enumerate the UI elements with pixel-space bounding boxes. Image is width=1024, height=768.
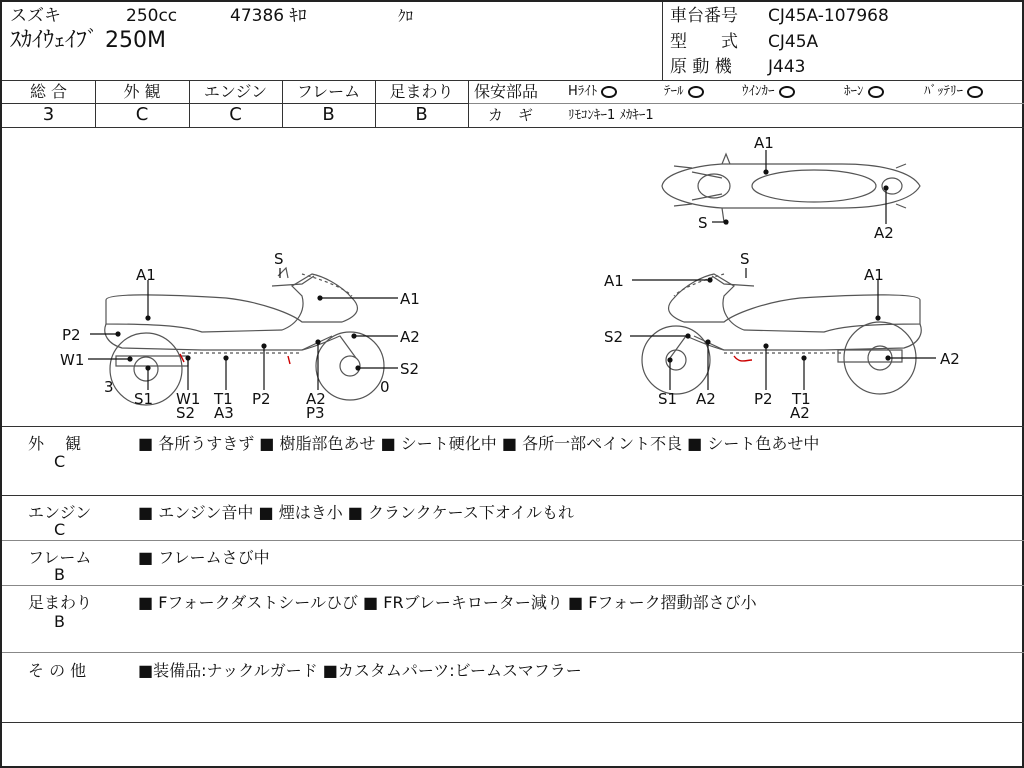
scooter-diagram-svg: [2, 128, 1024, 426]
label-p3: P3: [306, 404, 325, 422]
section-grade: C: [54, 520, 66, 539]
section-text: ■ エンジン音中 ■ 煙はき小 ■ クランクケース下オイルもれ: [138, 503, 575, 522]
scooter-left-view: [105, 268, 384, 405]
label-s2: S2: [400, 360, 420, 378]
divider: [468, 80, 469, 127]
grade-exterior: C: [135, 104, 149, 125]
engine-model-label: 原 動 機: [670, 57, 732, 77]
label-a1: A1: [400, 290, 420, 308]
divider: [2, 540, 1024, 541]
label-p2: P2: [252, 390, 271, 408]
safety-parts-label: 保安部品: [474, 82, 539, 101]
section-text: ■ 各所うすきず ■ 樹脂部色あせ ■ シート硬化中 ■ 各所一部ペイント不良 ■ シート色あせ中: [138, 434, 820, 453]
color: ｸﾛ: [398, 7, 414, 25]
label-w1: W1: [60, 351, 85, 369]
ok-mark-icon: [779, 86, 795, 98]
type-value: CJ45A: [768, 32, 819, 52]
divider: [2, 426, 1024, 427]
safety-item-headlight: Hﾗｲﾄ: [568, 85, 617, 98]
section-label: そ の 他: [28, 661, 87, 680]
grade-header-exterior: 外 観: [123, 82, 161, 101]
label-a2: A2: [306, 390, 326, 408]
engine-model-value: J443: [768, 57, 806, 77]
label-a1: A1: [136, 266, 156, 284]
label-a2: A2: [696, 390, 716, 408]
maker: スズキ: [10, 6, 61, 26]
safety-item-horn: ﾎｰﾝ: [844, 85, 884, 98]
label-s1: S1: [658, 390, 678, 408]
label-a1: A1: [864, 266, 884, 284]
label-p2: P2: [62, 326, 81, 344]
grade-suspension: B: [415, 104, 428, 125]
divider: [2, 722, 1024, 723]
key-value: ﾘﾓｺﾝｷｰ1 ﾒｶｷｰ1: [568, 108, 654, 123]
ok-mark-icon: [967, 86, 983, 98]
section-grade: B: [54, 612, 65, 631]
ok-mark-icon: [601, 86, 617, 98]
label-0: 0: [380, 378, 390, 396]
model-name: ｽｶｲｳｪｲﾌﾞ 250M: [10, 28, 166, 53]
displacement: 250cc: [126, 6, 178, 26]
section-label: エンジン: [28, 503, 92, 522]
label-t1: T1: [792, 390, 811, 408]
label-a1: A1: [754, 134, 774, 152]
divider: [2, 652, 1024, 653]
frame-number-label: 車台番号: [670, 6, 738, 26]
label-a2: A2: [940, 350, 960, 368]
grade-frame: B: [322, 104, 335, 125]
label-a3: A3: [214, 404, 234, 422]
header-divider: [662, 2, 663, 80]
safety-item-winker: ｳｲﾝｶｰ: [742, 85, 795, 98]
label-a2: A2: [874, 224, 894, 242]
grade-overall: 3: [42, 104, 55, 125]
safety-item-battery: ﾊﾞｯﾃﾘｰ: [924, 85, 983, 98]
section-text: ■ Fフォークダストシールひび ■ FRブレーキローター減り ■ Fフォーク摺動部さび小: [138, 593, 757, 612]
label-a1: A1: [604, 272, 624, 290]
grade-header-engine: エンジン: [203, 82, 268, 101]
section-text: ■ フレームさび中: [138, 548, 270, 567]
label-a2: A2: [400, 328, 420, 346]
section-label: 足まわり: [28, 593, 93, 612]
grade-header-overall: 総 合: [29, 82, 68, 101]
section-grade: C: [54, 452, 66, 471]
ok-mark-icon: [868, 86, 884, 98]
divider: [2, 585, 1024, 586]
divider: [2, 80, 1024, 81]
label-s1: S1: [134, 390, 154, 408]
divider: [468, 103, 1024, 104]
ok-mark-icon: [688, 86, 704, 98]
mileage: 47386 ｷﾛ: [230, 6, 307, 26]
divider: [2, 495, 1024, 496]
label-s: S: [274, 250, 284, 268]
frame-number-value: CJ45A-107968: [768, 6, 889, 26]
grade-header-suspension: 足まわり: [389, 82, 454, 101]
label-w1: W1: [176, 390, 201, 408]
label-t1: T1: [214, 390, 233, 408]
grade-engine: C: [229, 104, 242, 125]
section-label: フレーム: [28, 548, 92, 567]
label-s2: S2: [176, 404, 196, 422]
section-text: ■装備品:ナックルガード ■カスタムパーツ:ビームスマフラー: [138, 661, 582, 680]
section-label: 外 観: [28, 434, 82, 453]
damage-diagram: [2, 128, 1024, 426]
label-s: S: [740, 250, 750, 268]
section-grade: B: [54, 565, 65, 584]
label-s: S: [698, 214, 708, 232]
label-3: 3: [104, 378, 114, 396]
label-a2: A2: [790, 404, 810, 422]
label-s2: S2: [604, 328, 624, 346]
grade-header-frame: フレーム: [296, 82, 361, 101]
type-label: 型 式: [670, 32, 738, 52]
label-p2: P2: [754, 390, 773, 408]
scooter-right-view: [642, 274, 921, 394]
leader-lines: [88, 150, 936, 390]
key-label: カ ギ: [488, 106, 534, 124]
safety-item-taillight: ﾃｰﾙ: [664, 85, 704, 98]
